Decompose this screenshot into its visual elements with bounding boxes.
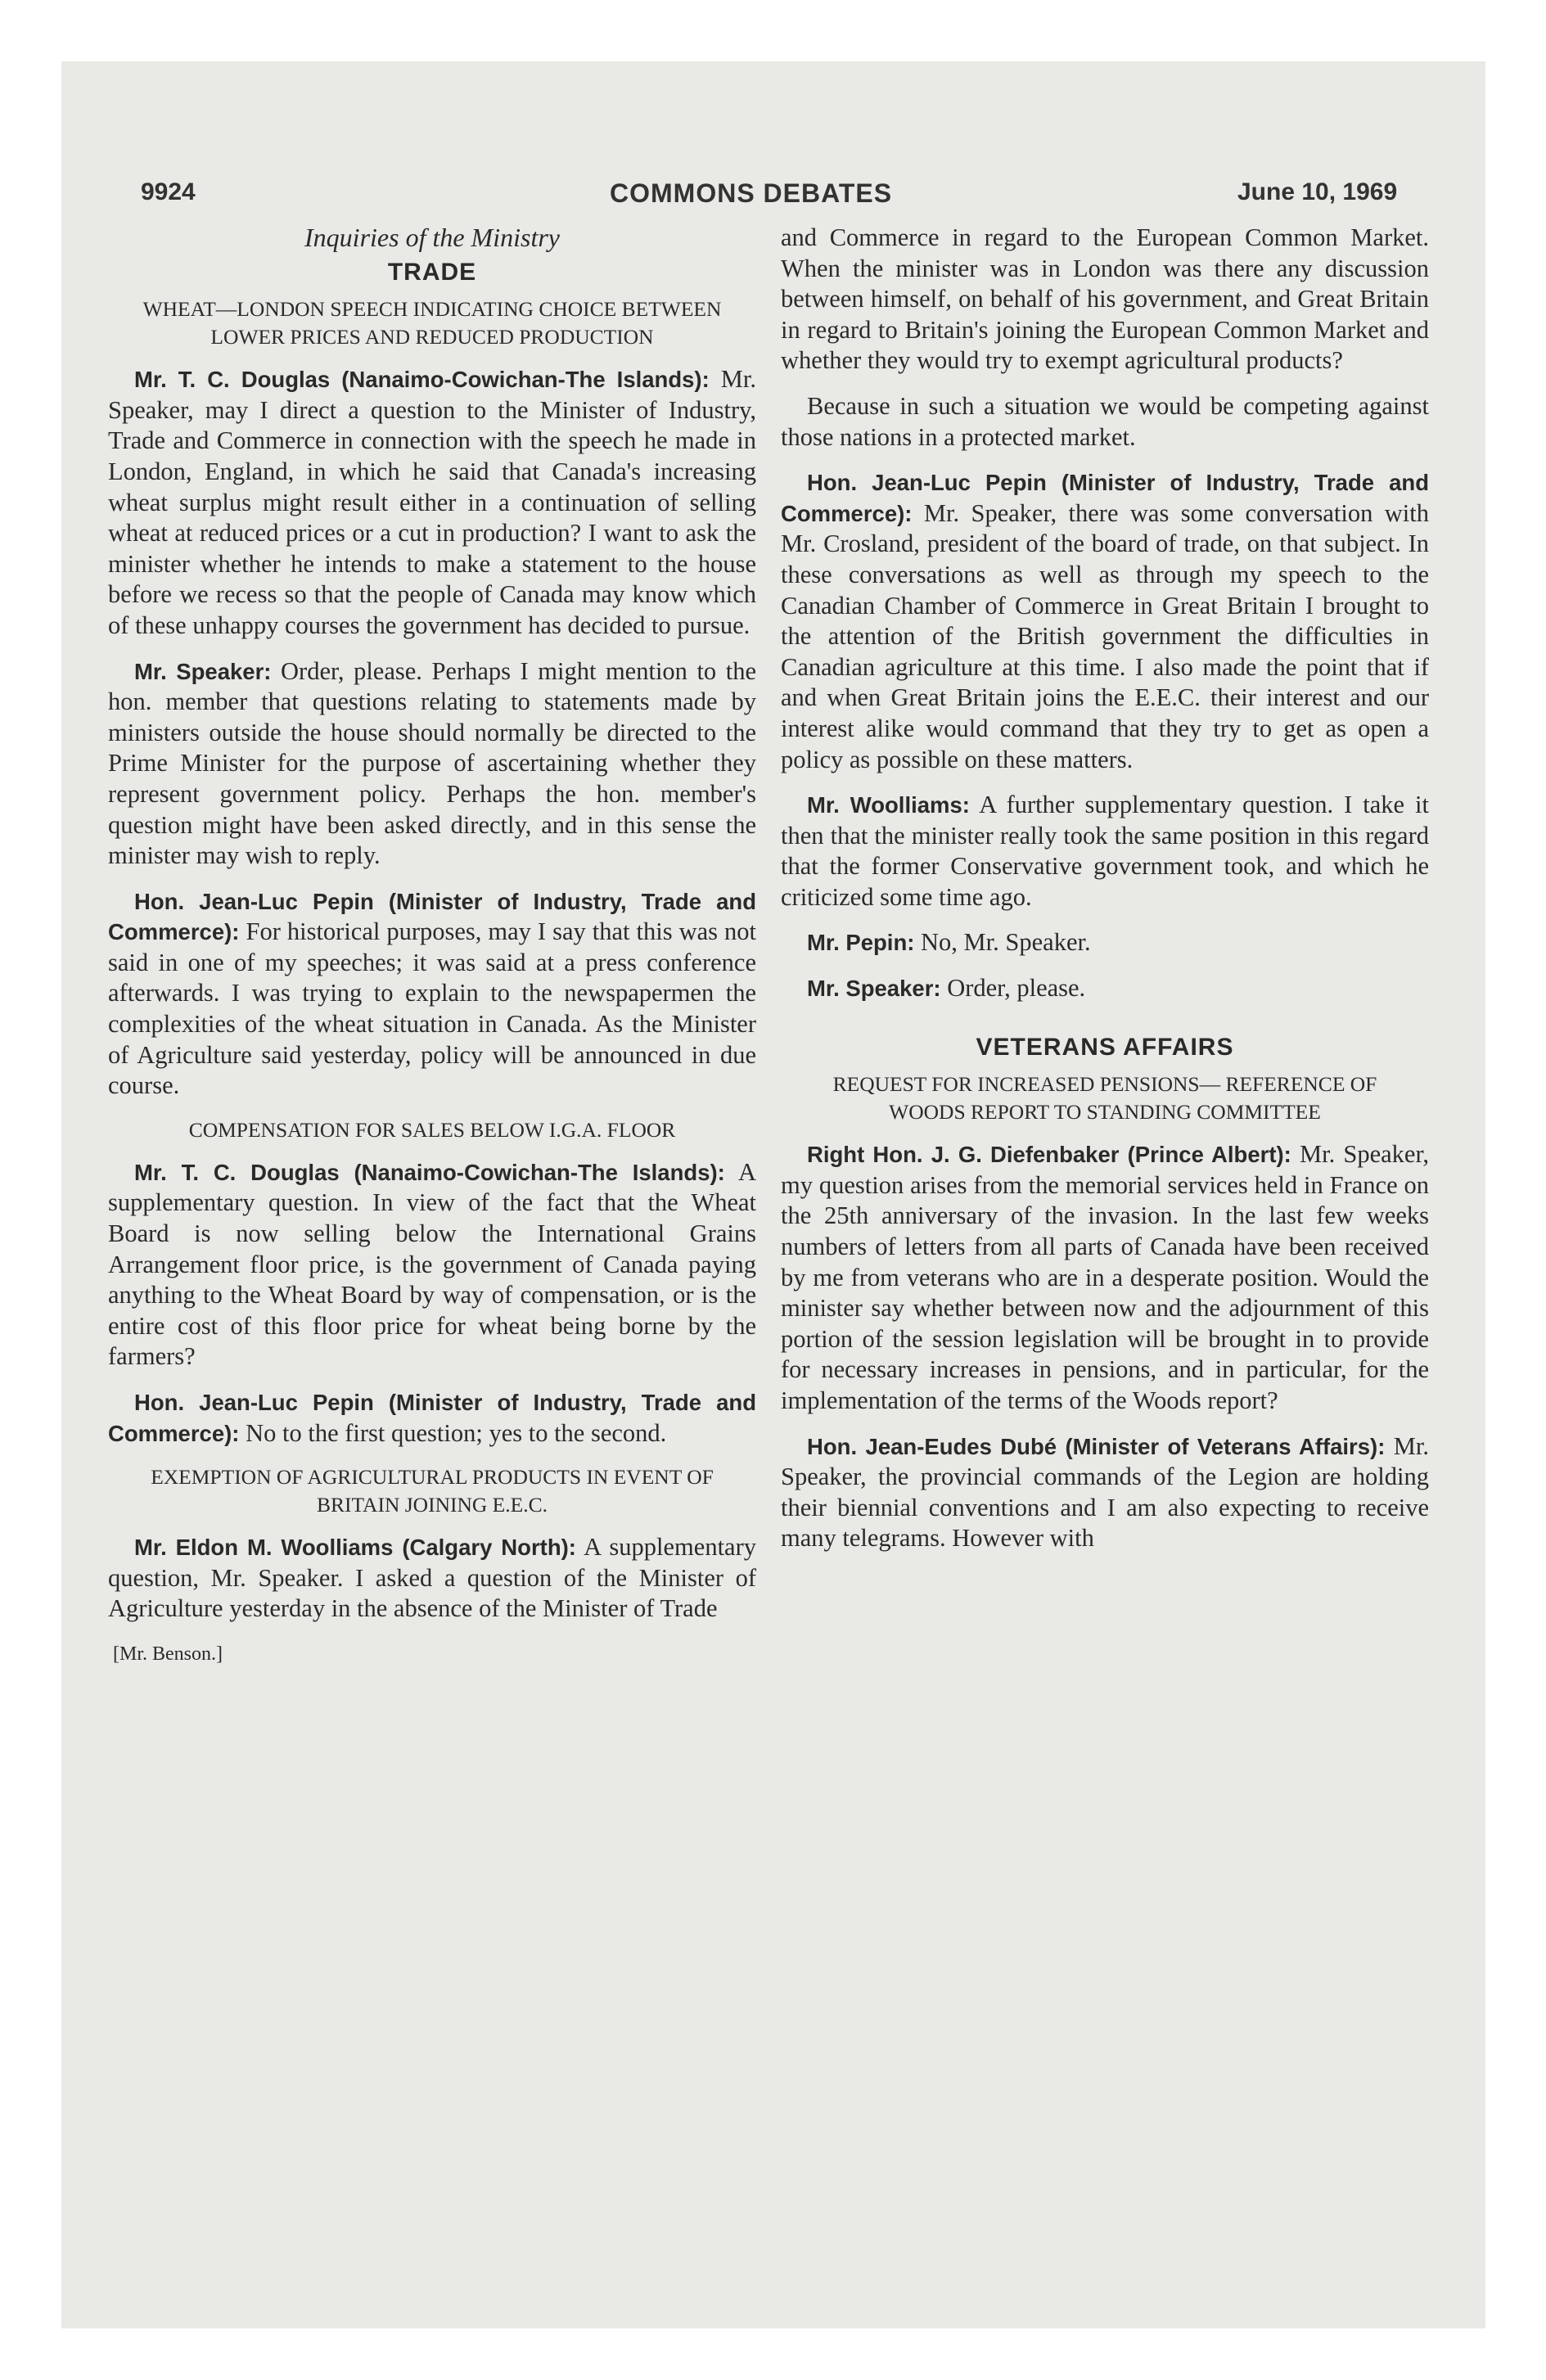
speaker-name: Right Hon. J. G. Diefenbaker (Prince Albert): (807, 1142, 1291, 1168)
left-column (108, 223, 756, 1670)
speech-text: Order, please. Perhaps I might mention to the hon. member that questions relating to statements made by ministers outside the house should normally be directed to the Prime Minister for the purpose of ascertaining whether they represent government policy. Perhaps the hon. member's question might have been asked directly, and in this sense the minister may wish to reply. (108, 656, 756, 870)
speech-text: Mr. Speaker, the provincial commands of the Legion are holding their biennial conventions and I am also expecting to receive many telegrams. However with (781, 1431, 1430, 1553)
speech-paragraph (781, 973, 1429, 1004)
issue-date: June 10, 1969 (1237, 178, 1398, 205)
speech-text: For historical purposes, may I say that this was not said in one of my speeches; it was said at a press conference afterwards. I was trying to explain to the newspapermen the complexities of the wheat situation in Canada. As the Minister of Agriculture said yesterday, policy will be announced in due course. (108, 917, 756, 1100)
speech-paragraph (108, 1157, 756, 1373)
speaker-name: Hon. Jean-Luc Pepin (Minister of Industry, Trade and Commerce): (108, 1390, 756, 1446)
speaker-name: Mr. Woolliams: (807, 792, 970, 818)
speech-paragraph (108, 656, 756, 872)
speaker-name: Mr. T. C. Douglas (Nanaimo-Cowichan-The Islands): (134, 1159, 725, 1185)
speaker-name: Hon. Jean-Luc Pepin (Minister of Industry, Trade and Commerce): (781, 470, 1429, 526)
speech-paragraph (108, 1532, 756, 1625)
speech-paragraph (781, 1139, 1429, 1416)
speech-paragraph: Because in such a situation we would be competing against those nations in a protected market. (781, 391, 1429, 451)
speech-text: Mr. Speaker, may I direct a question to the Minister of Industry, Trade and Commerce in connection with the speech he made in London, England, in which he said that Canada's increasing wheat surplus might result either in a continuation of selling wheat at reduced prices or a cut in production? I want to ask the minister whether he intends to make a statement to the house before we recess so that the people of Canada may know which of these unhappy courses the government has decided to pursue. (108, 365, 756, 639)
page-number: 9924 (141, 178, 196, 205)
speech-text: A supplementary question. In view of the fact that the Wheat Board is now selling below the International Grains Arrangement floor price, is the government of Canada paying anything to the Wheat Board by way of compensation, or is the entire cost of this floor price for wheat being borne by the farmers? (108, 1157, 756, 1371)
speaker-name: Hon. Jean-Eudes Dubé (Minister of Veterans Affairs): (807, 1433, 1386, 1459)
speech-paragraph (108, 886, 756, 1102)
speech-text: Order, please. (940, 974, 1086, 1003)
section-heading-veterans: VETERANS AFFAIRS (976, 1033, 1234, 1061)
speech-paragraph (781, 790, 1429, 913)
speech-continuation: and Commerce in regard to the European Common Market. When the minister was in London was there any discussion between himself, on behalf of his government, and Great Britain in regard to Britain's joining the European Common Market and whether they would try to exempt agricultural products? (781, 223, 1429, 375)
section-kicker: Inquiries of the Ministry (304, 223, 560, 252)
speaker-name: Mr. Pepin: (807, 930, 915, 956)
speech-text: A supplementary question, Mr. Speaker. I asked a question of the Minister of Agriculture yesterday in the absence of the Minister of Trade (108, 1533, 756, 1623)
publication-title: COMMONS DEBATES (610, 178, 893, 208)
section-heading-trade: TRADE (387, 258, 477, 286)
speech-paragraph (781, 467, 1429, 775)
speech-paragraph (781, 927, 1429, 958)
subheading-pensions: REQUEST FOR INCREASED PENSIONS— REFERENCE OF WOODS REPORT TO STANDING COMMITTEE (832, 1072, 1377, 1125)
speech-text: Mr. Speaker, my question arises from the memorial services held in France on the 25th anniversary of the invasion. In the last few weeks numbers of letters from all parts of Canada have been received by me from veterans who are in a desperate position. Would the minister say whether between now and the adjournment of this portion of the session legislation will be brought in to provide for necessary increases in pensions, and in particular, for the implementation of the terms of the Woods report? (781, 1140, 1429, 1414)
speaker-name: Mr. Speaker: (807, 976, 941, 1002)
subheading-wheat-london: WHEAT—LONDON SPEECH INDICATING CHOICE BETWEEN LOWER PRICES AND REDUCED PRODUCTION (142, 297, 722, 349)
subheading-exemption: EXEMPTION OF AGRICULTURAL PRODUCTS IN EVENT OF BRITAIN JOINING E.E.C. (151, 1465, 714, 1517)
subheading-compensation: COMPENSATION FOR SALES BELOW I.G.A. FLOOR (188, 1117, 676, 1142)
speech-paragraph (108, 364, 756, 641)
speaker-name: Hon. Jean-Luc Pepin (Minister of Industry, Trade and Commerce): (108, 888, 756, 945)
speech-text: A further supplementary question. I take it then that the minister really took the same position in this regard that the former Conservative government took, and which he criticized some time ago. (781, 791, 1429, 911)
speech-text: Mr. Speaker, there was some conversation with Mr. Crosland, president of the board of trade, on that subject. In these conversations as well as through my speech to the Canadian Chamber of Commerce in Great Britain I brought to the attention of the British government the difficulties in Canadian agriculture at this time. I also made the point that if and when Great Britain joins the E.E.C. their interest and our interest alike would command that they try to get as open a policy as possible on these matters. (781, 498, 1429, 773)
speaker-name: Mr. T. C. Douglas (Nanaimo-Cowichan-The Islands): (134, 367, 710, 393)
speech-text: No, Mr. Speaker. (914, 928, 1091, 957)
speaker-name: Mr. Speaker: (134, 658, 272, 684)
speech-paragraph (108, 1387, 756, 1449)
speech-text: No to the first question; yes to the second. (239, 1418, 667, 1447)
running-header (0, 178, 1546, 219)
speaker-name: Mr. Eldon M. Woolliams (Calgary North): (134, 1535, 576, 1561)
right-column (781, 223, 1429, 1569)
footer-note: [Mr. Benson.] (113, 1643, 223, 1665)
speech-paragraph (781, 1431, 1429, 1554)
